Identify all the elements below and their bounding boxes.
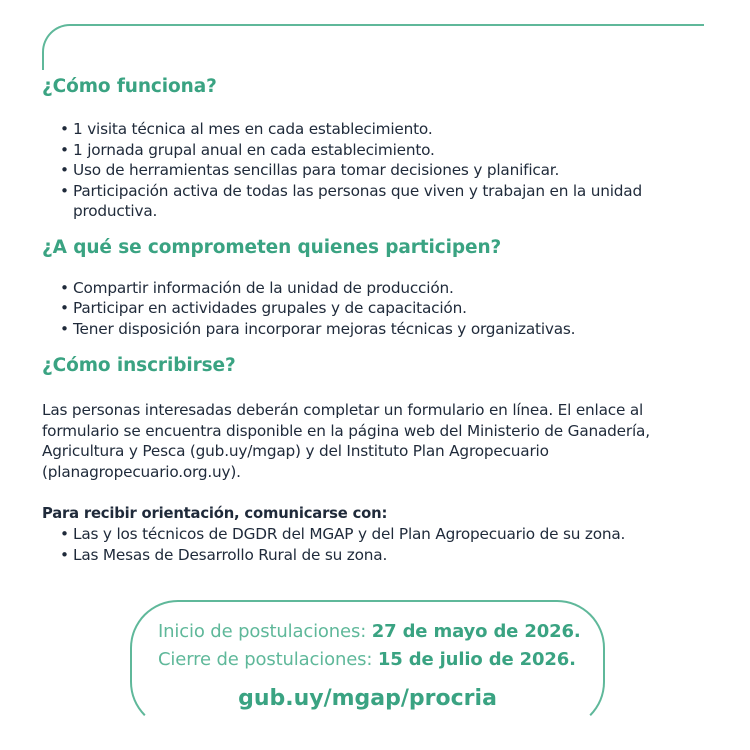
list-item: • Las Mesas de Desarrollo Rural de su zona. (42, 545, 722, 566)
section-enroll-title: ¿Cómo inscribirse? (42, 355, 236, 376)
start-date-label: Inicio de postulaciones: (158, 621, 367, 642)
list-item: • Participación activa de todas las personas que viven y trabajan en la unidad productiva. (42, 181, 722, 222)
section-how-title: ¿Cómo funciona? (42, 76, 217, 97)
section-orientation-title: Para recibir orientación, comunicarse con: (42, 505, 388, 522)
list-item: • Participar en actividades grupales y de capacitación. (42, 298, 722, 319)
list-item: • 1 jornada grupal anual en cada establecimiento. (42, 140, 722, 161)
end-date-label: Cierre de postulaciones: (158, 649, 373, 670)
section-enroll-paragraph: Las personas interesadas deberán completar un formulario en línea. El enlace al formulario se encuentra disponible en la página web del Ministerio de Ganadería, Agricultura y Pesca (gub.uy/mgap) y del Instituto Plan Agropecuario (planagropecuario.org.uy). (42, 401, 650, 481)
dates-block (158, 618, 598, 674)
end-date-value: 15 de julio de 2026. (377, 649, 576, 670)
list-item: • Uso de herramientas sencillas para tomar decisiones y planificar. (42, 160, 722, 181)
list-item: • 1 visita técnica al mes en cada establecimiento. (42, 119, 722, 140)
main-content (42, 74, 722, 565)
list-item: • Las y los técnicos de DGDR del MGAP y del Plan Agropecuario de su zona. (42, 524, 722, 545)
section-commit-title: ¿A qué se comprometen quienes participen? (42, 236, 502, 258)
section-how-list (42, 119, 722, 222)
start-date-line (158, 618, 598, 646)
start-date-value: 27 de mayo de 2026. (371, 621, 581, 642)
website-link[interactable]: gub.uy/mgap/procria (238, 686, 497, 711)
section-orientation-list (42, 524, 722, 565)
section-commit-list (42, 278, 722, 340)
list-item: • Compartir información de la unidad de producción. (42, 278, 722, 299)
top-frame-decoration (42, 24, 704, 70)
list-item: • Tener disposición para incorporar mejoras técnicas y organizativas. (42, 319, 722, 340)
end-date-line (158, 646, 598, 674)
